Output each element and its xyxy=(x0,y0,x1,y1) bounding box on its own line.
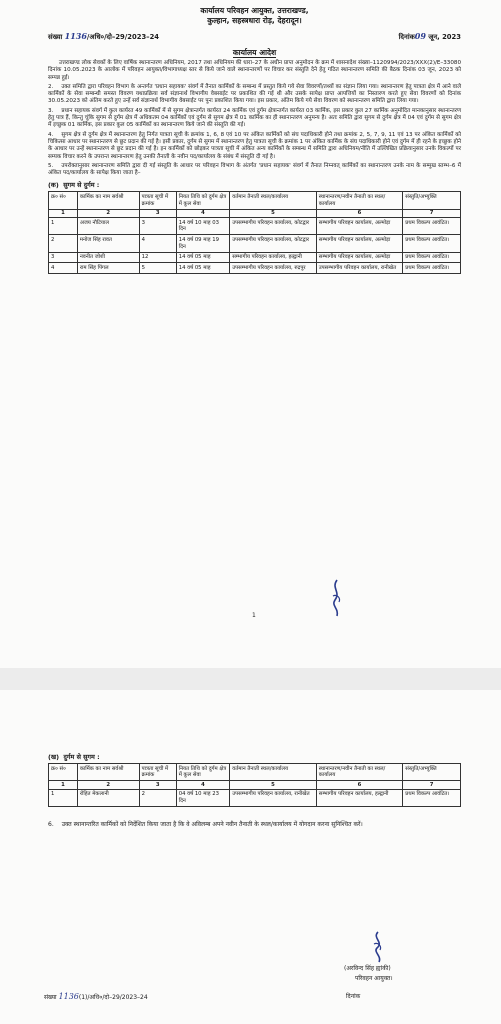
footer-date-label: दिनांक xyxy=(346,993,361,1000)
reference-line xyxy=(48,31,461,41)
col-new-posting: स्थानान्तरण/नवीन तैनाती का स्थल/कार्यालय xyxy=(316,192,403,209)
paragraph-5: 5. उपरोक्तानुसार स्थानान्तरण समिति द्वारा दी गई संस्तुति के आधार पर परिवहन विभाग के अंतर्गत 'प्रधान सहायक' संवर्ग में तैनात निम्नवत् कार्मिकों का स्थानान्तरण उनके नाम के सम्मुख स्तम्भ–6 में अंकित पद/कार्यालय के सापेक्ष किया जाता है– xyxy=(48,162,461,177)
col-serial: क्र० सं० xyxy=(49,764,78,781)
order-title: कार्यालय आदेश xyxy=(232,48,277,57)
col-remark: संस्तुति/अभ्युक्ति xyxy=(403,764,461,781)
col-serial: क्र० सं० xyxy=(49,192,78,209)
col-service: नियत तिथि को दुर्गम क्षेत्र में कुल सेवा xyxy=(176,764,230,781)
reference-number: संख्या 1136/अधि०/दो–29/2023–24 xyxy=(48,31,160,41)
col-current-posting: वर्तमान तैनाती स्थल/कार्यालय xyxy=(230,192,317,209)
paragraph-6: 6. उक्त स्थानान्तरित कार्मिकों को निर्देशित किया जाता है कि वे अविलम्ब अपने नवीन तैनाती के स्थल/कार्यालय में योगदान करना सुनिश्चित करें। xyxy=(48,820,363,828)
signatory-name: (अरविन्द सिंह ह्यांकी) xyxy=(344,965,391,972)
office-name: कार्यालय परिवहन आयुक्त, उत्तराखण्ड, xyxy=(200,6,309,15)
table-kh-heading: (ख) दुर्गम से सुगम : xyxy=(48,753,100,761)
office-address: कुल्हान, सहस्त्रधारा रोड़, देहरादून। xyxy=(207,15,302,25)
transfer-table-durgam-to-sugam xyxy=(48,763,461,807)
col-name: कार्मिक का नाम सर्वश्री xyxy=(77,192,139,209)
col-remark: संस्तुति/अभ्युक्ति xyxy=(403,192,461,209)
table-header-row xyxy=(49,192,461,209)
col-eligibility: पात्रता सूची में क्रमांक xyxy=(139,764,176,781)
signatory-designation: परिवहन आयुक्त। xyxy=(355,975,393,982)
transfer-table-sugam-to-durgam xyxy=(48,191,461,273)
signature-icon xyxy=(368,930,390,964)
col-name: कार्मिक का नाम सर्वश्री xyxy=(77,764,139,781)
table-index-row: 1 2 3 4 5 6 7 xyxy=(49,781,461,790)
table-row: 3 नवनीत जोशी 12 14 वर्ष 05 माह सम्भागीय परिवहन कार्यालय, हल्द्वानी सम्भागीय परिवहन कार्यालय, अल्मोड़ा प्रथम विकल्प आवंटित। xyxy=(49,252,461,263)
table-row: 1 अजय नौटियाल 3 14 वर्ष 10 माह 03 दिन उपसम्भागीय परिवहन कार्यालय, कोटद्वार सम्भागीय परिवहन कार्यालय, अल्मोड़ा प्रथम विकल्प आवंटित। xyxy=(49,218,461,235)
table-header-row xyxy=(49,764,461,781)
col-service: नियत तिथि को दुर्गम क्षेत्र में कुल सेवा xyxy=(176,192,230,209)
table-row: 1 रोहित मेकलानी 2 04 वर्ष 10 माह 23 दिन उपसम्भागीय परिवहन कार्यालय, रानीखेत सम्भागीय परिवहन कार्यालय, हल्द्वानी प्रथम विकल्प आवंटित। xyxy=(49,789,461,806)
table-row: 4 राम सिंह पिंगल 5 14 वर्ष 05 माह उपसम्भागीय परिवहन कार्यालय, रुद्रपुर उपसम्भागीय परिवहन कार्यालय, रानीखेत प्रथम विकल्प आवंटित। xyxy=(49,263,461,274)
col-eligibility: पात्रता सूची में क्रमांक xyxy=(139,192,176,209)
footer-reference: संख्या 1136(1)/अधि०/दो–29/2023–24 xyxy=(44,992,148,1001)
document-page-2 xyxy=(0,690,501,1024)
paragraph-2: 2. उक्त समिति द्वारा परिवहन विभाग के अन्तर्गत 'प्रधान सहायक' संवर्ग में तैनात कार्मिकों के सम्बन्ध में प्रस्तुत किये गये सेवा विवरणों/तथ्यों का संज्ञान लिया गया। स्थानान्तरण हेतु पात्रता क्षेत्र में आने वाले कार्मिकों के सेवा सम्बन्धी समस्त विवरण यथाप्रक्रिया सर्व संज्ञानार्थ विभागीय वेबसाईट पर प्रकाशित की गई थी और उसके सापेक्ष प्राप्त आपत्तियों का निस्तारण करते हुए सेवा विवरणों को दिनांक 30.05.2023 को अंतिम करते हुए उन्हें सर्व संज्ञानार्थ विभागीय वेबसाईट पर पुनः प्रकाशित किया गया। इस प्रकार, अंतिम किये गये सेवा विवरण को स्थानान्तरण समिति द्वारा लिया गया। xyxy=(48,83,461,105)
paragraph-4: 4. सुगम क्षेत्र से दुर्गम क्षेत्र में स्थानान्तरण हेतु निर्गत पात्रता सूची के क्रमांक 1, 6, 8 एवं 10 पर अंकित कार्मिकों को संघ पदाधिकारी होने तथा क्रमांक 2, 5, 7, 9, 11 एवं 13 पर अंकित कार्मिकों को चिकित्सा आधार पर स्थानान्तरण से छूट प्रदान की गई है। इसी प्रकार, दुर्गम से सुगम में स्थानान्तरण हेतु पात्रता सूची के क्रमांक 1 पर अंकित कार्मिक के संघ पदाधिकारी होने एवं दुर्गम में ही रहने के इच्छुक होने के आधार पर उन्हें स्थानान्तरण से छूट प्रदान की गई है। इन कार्मिकों को छोड़कर पात्रता सूची में अंकित अन्य कार्मिकों के सम्बन्ध में समिति द्वारा अधिनियम/नीति में उल्लिखित प्रक्रियानुसार उनके विकल्पों पर सम्यक विचार करने के उपरान्त स्थानान्तरण हेतु उनकी तैनाती के नवीन पद/कार्यालय के संबंध में संस्तुति दी गई है। xyxy=(48,131,461,160)
col-current-posting: वर्तमान तैनाती स्थल/कार्यालय xyxy=(230,764,317,781)
paragraph-1: उत्तराखण्ड लोक सेवकों के लिए वार्षिक स्थानान्तरण अधिनियम, 2017 तथा अधिनियम की धारा–27 के अधीन प्राप्त अनुमोदन के क्रम में शासनादेश संख्या–1120994/2023/XXX(2)/E–33080 दिनांक 10.05.2023 के आलोक में परिवहन आयुक्त/विभागाध्यक्ष स्तर से किये जाने वाले स्थानान्तरणों पर विचार कर संस्तुति देने हेतु गठित स्थानान्तरण समिति की बैठक दिनांक 03 जून, 2023 को सम्पन्न हुई। xyxy=(48,60,462,81)
page-separator xyxy=(0,668,501,690)
table-k-heading: (क) सुगम से दुर्गम : xyxy=(48,181,100,190)
col-new-posting: स्थानान्तरण/नवीन तैनाती का स्थल/कार्यालय xyxy=(316,764,403,781)
table-row: 2 मनोज सिंह रावत 4 14 वर्ष 09 माह 19 दिन उपसम्भागीय परिवहन कार्यालय, कोटद्वार सम्भागीय परिवहन कार्यालय, अल्मोड़ा प्रथम विकल्प आवंटित। xyxy=(49,235,461,252)
page-number: 1 xyxy=(252,612,256,619)
signature-initial-icon xyxy=(325,578,349,618)
table-index-row: 1 2 3 4 5 6 7 xyxy=(49,209,461,218)
order-date: दिनांक09 जून, 2023 xyxy=(398,31,461,41)
paragraph-3: 3. प्रधान सहायक संवर्ग में कुल कार्यरत 49 कार्मिकों में से सुगम क्षेत्रान्तर्गत कार्यरत 24 कार्मिक एवं दुर्गम क्षेत्रान्तर्गत कार्यरत 03 कार्मिक, इस प्रकार कुल 27 कार्मिक अनुमोदित मानकानुसार स्थानान्तरण हेतु पात्र हैं, किन्तु चूंकि सुगम से दुर्गम क्षेत्र में अधिकतम 04 कार्मिकों एवं दुर्गम से सुगम क्षेत्र में 01 कार्मिक का ही स्थानान्तरण अनुमन्य है। अतः समिति द्वारा सुगम से दुर्गम क्षेत्र में 04 एवं दुर्गम से सुगम क्षेत्र में इच्छुक 01 कार्मिक, इस प्रकार कुल 05 कार्मिकों का स्थानान्तरण किये जाने की संस्तुति की गई। xyxy=(48,107,461,129)
